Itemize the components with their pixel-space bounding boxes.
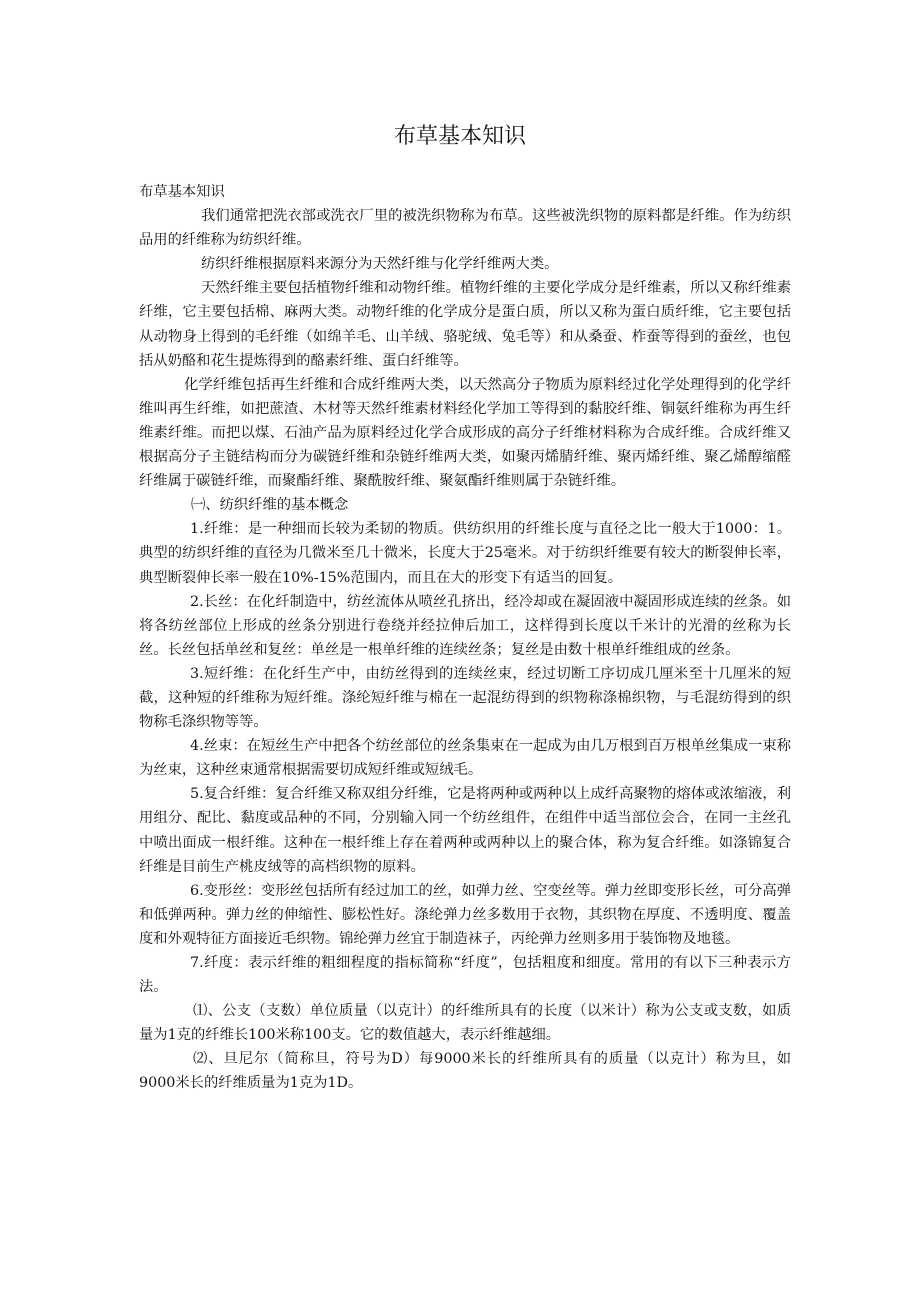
paragraph: ⑴、公支（支数）单位质量（以克计）的纤维所具有的长度（以米计）称为公支或支数，如质量为1克的纤维长100米称100支。它的数值越大，表示纤维越细。 — [139, 1003, 791, 1044]
paragraph: 3.短纤维：在化纤生产中，由纺丝得到的连续丝束，经过切断工序切成几厘米至十几厘米的短截，这种短的纤维称为短纤维。涤纶短纤维与棉在一起混纺得到的织物称涤棉织物，与毛混纺得到的织物称毛涤织物等等。 — [139, 665, 791, 731]
page-title: 布草基本知识 — [393, 124, 526, 149]
paragraph: 5.复合纤维：复合纤维又称双组分纤维，它是将两种或两种以上成纤高聚物的熔体或浓缩液，利用组分、配比、黏度或品种的不同，分别输入同一个纺丝组件，在组件中适当部位会合，在同一主丝孔中喷出面成一根纤维。这种在一根纤维上存在着两种或两种以上的聚合体，称为复合纤维。如涤锦复合纤维是目前生产桃皮绒等的高档织物的原料。 — [139, 786, 791, 875]
paragraph: ⑵、旦尼尔（简称旦，符号为D）每9000米长的纤维所具有的质量（以克计）称为旦，如9000米长的纤维质量为1克为1D。 — [139, 1051, 791, 1092]
paragraph: 我们通常把洗衣部或洗衣厂里的被洗织物称为布草。这些被洗织物的原料都是纤维。作为纺织品用的纤维称为纺织纤维。 — [139, 208, 791, 249]
paragraph: 1.纤维：是一种细而长较为柔韧的物质。供纺织用的纤维长度与直径之比一般大于1000：1。典型的纺织纤维的直径为几微米至几十微米，长度大于25毫米。对于纺织纤维要有较大的断裂伸长率，典型断裂伸长率一般在10%-15%范围内，而且在大的形变下有适当的回复。 — [139, 521, 791, 586]
paragraph: 纺织纤维根据原料来源分为天然纤维与化学纤维两大类。 — [201, 256, 559, 273]
paragraph: 天然纤维主要包括植物纤维和动物纤维。植物纤维的主要化学成分是纤维素，所以又称纤维素纤维，它主要包括棉、麻两大类。动物纤维的化学成分是蛋白质，所以又称为蛋白质纤维，它主要包括从动物身上得到的毛纤维（如绵羊毛、山羊绒、骆驼绒、兔毛等）和从桑蚕、柞蚕等得到的蚕丝，也包括从奶酪和花生提炼得到的酪素纤维、蛋白纤维等。 — [139, 280, 791, 369]
paragraph: 7.纤度：表示纤维的粗细程度的指标简称“纤度”，包括粗度和细度。常用的有以下三种表示方法。 — [139, 955, 791, 996]
paragraph: 6.变形丝：变形丝包括所有经过加工的丝，如弹力丝、空变丝等。弹力丝即变形长丝，可分高弹和低弹两种。弹力丝的伸缩性、膨松性好。涤纶弹力丝多数用于衣物，其织物在厚度、不透明度、覆盖度和外观特征方面接近毛织物。锦纶弹力丝宜于制造袜子，丙纶弹力丝则多用于装饰物及地毯。 — [139, 882, 791, 947]
document-body — [139, 180, 791, 1096]
paragraph: 2.长丝：在化纤制造中，纺丝流体从喷丝孔挤出，经冷却或在凝固液中凝固形成连续的丝条。如将各纺丝部位上形成的丝条分别进行卷绕并经拉伸后加工，这样得到长度以千米计的光滑的丝称为长丝。长丝包括单丝和复丝：单丝是一根单纤维的连续丝条；复丝是由数十根单纤维组成的丝条。 — [139, 593, 791, 658]
section-heading: 布草基本知识 — [139, 184, 225, 200]
paragraph: 4.丝束：在短丝生产中把各个纺丝部位的丝条集束在一起成为由几万根到百万根单丝集成一束称为丝束，这种丝束通常根据需要切成短纤维或短绒毛。 — [139, 738, 791, 779]
paragraph: 化学纤维包括再生纤维和合成纤维两大类，以天然高分子物质为原料经过化学处理得到的化学纤维叫再生纤维，如把蔗渣、木材等天然纤维素材料经化学加工等得到的黏胶纤维、铜氨纤维称为再生纤维素纤维。而把以煤、石油产品为原料经过化学合成形成的高分子纤维材料称为合成纤维。合成纤维又根据高分子主链结构而分为碳链纤维和杂链纤维两大类，如聚丙烯腈纤维、聚丙烯纤维、聚乙烯醇缩醛纤维属于碳链纤维，而聚酯纤维、聚酰胺纤维、聚氨酯纤维则属于杂链纤维。 — [139, 376, 791, 490]
subsection-heading: ㈠、纺织纤维的基本概念 — [191, 497, 349, 514]
